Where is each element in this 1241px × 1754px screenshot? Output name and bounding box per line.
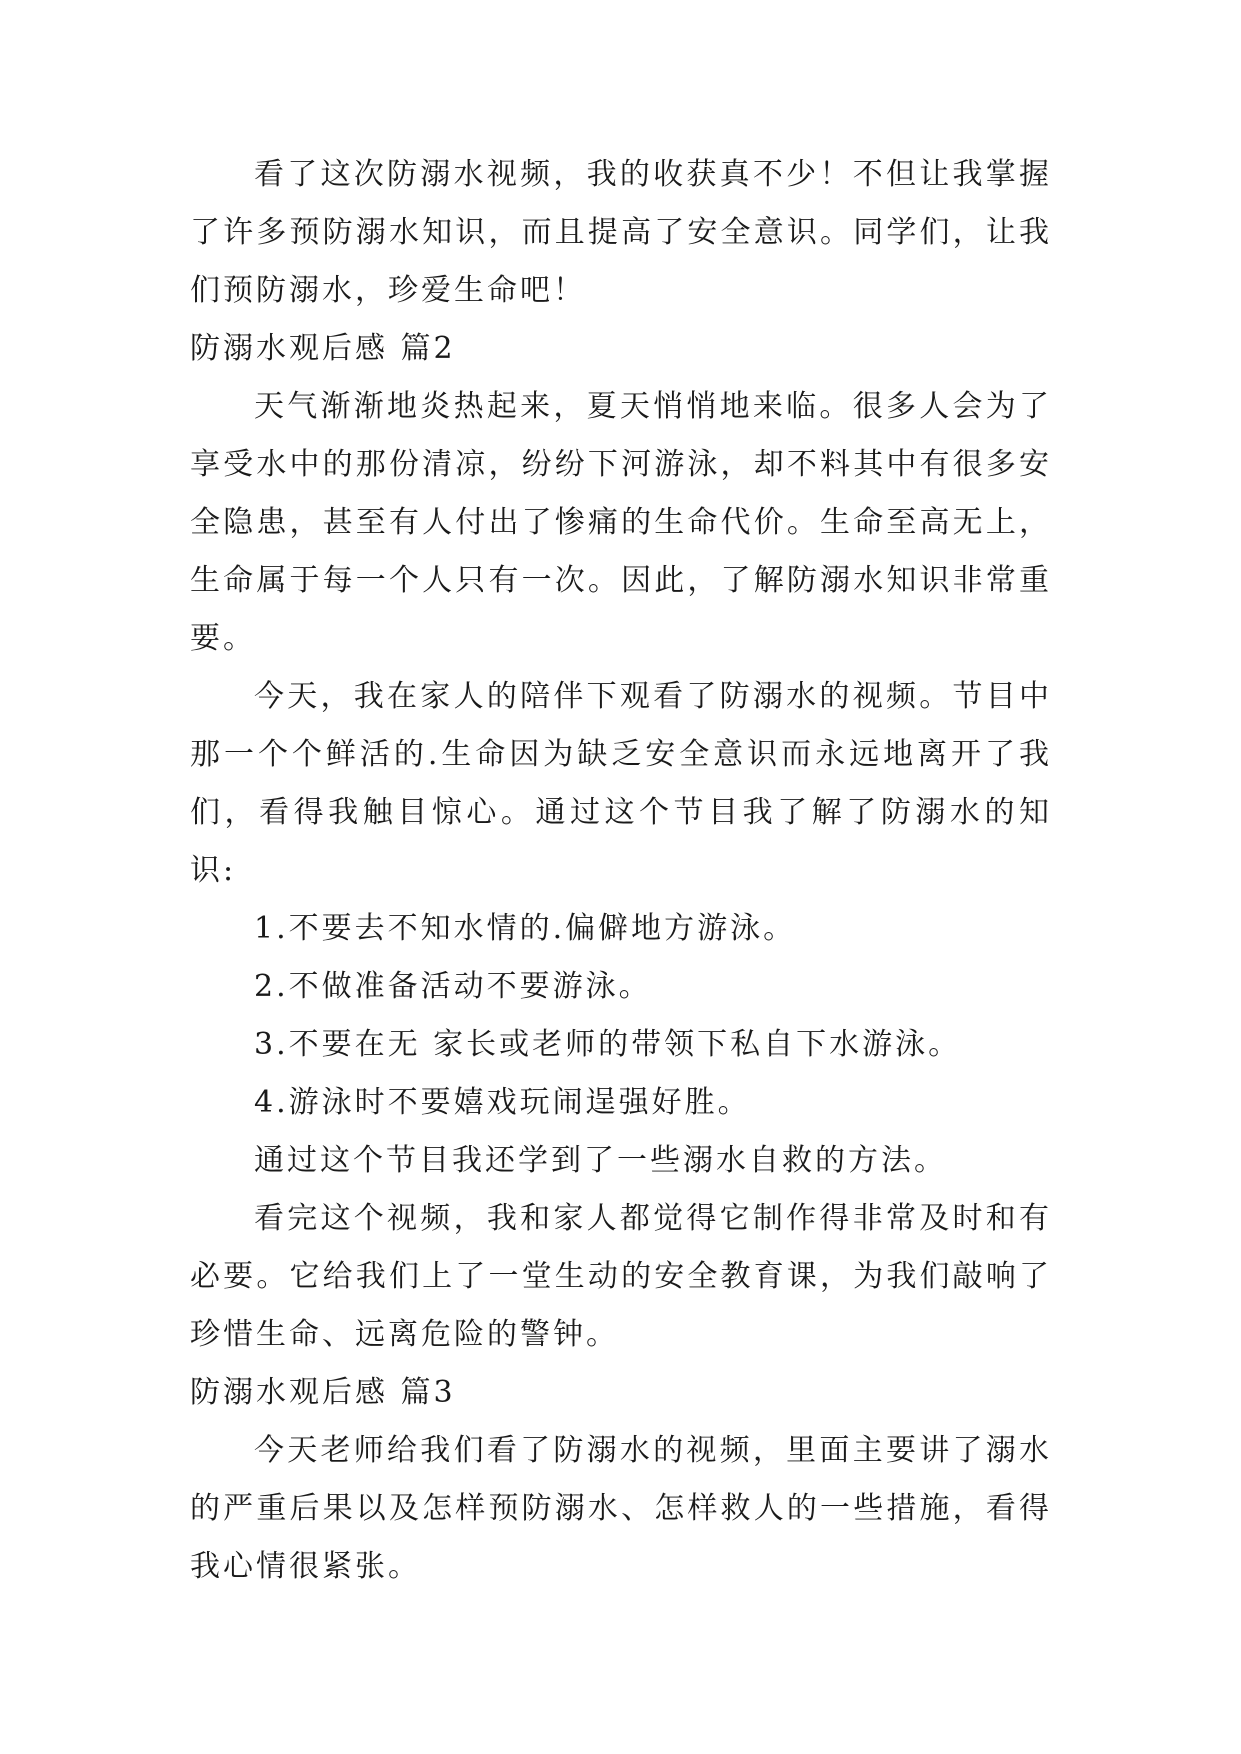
list-item: 4.游泳时不要嬉戏玩闹逞强好胜。 [254, 1085, 751, 1120]
list-item: 2.不做准备活动不要游泳。 [254, 969, 652, 1004]
section-heading: 防溺水观后感 篇3 [190, 1375, 456, 1410]
paragraph: 今天，我在家人的陪伴下观看了防溺水的视频。节目中那一个个鲜活的.生命因为缺乏安全意识而永远地离开了我们，看得我触目惊心。通过这个节目我了解了防溺水的知识: [190, 679, 1052, 888]
list-item: 3.不要在无 家长或老师的带领下私自下水游泳。 [254, 1027, 962, 1062]
paragraph: 天气渐渐地炎热起来，夏天悄悄地来临。很多人会为了享受水中的那份清凉，纷纷下河游泳，却不料其中有很多安全隐患，甚至有人付出了惨痛的生命代价。生命至高无上，生命属于每一个人只有一次。因此，了解防溺水知识非常重要。 [190, 389, 1052, 656]
paragraph: 看完这个视频，我和家人都觉得它制作得非常及时和有必要。它给我们上了一堂生动的安全教育课，为我们敲响了珍惜生命、远离危险的警钟。 [190, 1201, 1052, 1352]
paragraph: 看了这次防溺水视频，我的收获真不少！不但让我掌握了许多预防溺水知识，而且提高了安全意识。同学们，让我们预防溺水，珍爱生命吧！ [190, 157, 1052, 308]
list-item: 1.不要去不知水情的.偏僻地方游泳。 [254, 911, 797, 946]
paragraph: 今天老师给我们看了防溺水的视频，里面主要讲了溺水的严重后果以及怎样预防溺水、怎样救人的一些措施，看得我心情很紧张。 [190, 1433, 1052, 1584]
section-heading: 防溺水观后感 篇2 [190, 331, 456, 366]
document-page [190, 146, 1052, 1596]
paragraph: 通过这个节目我还学到了一些溺水自救的方法。 [254, 1143, 947, 1178]
